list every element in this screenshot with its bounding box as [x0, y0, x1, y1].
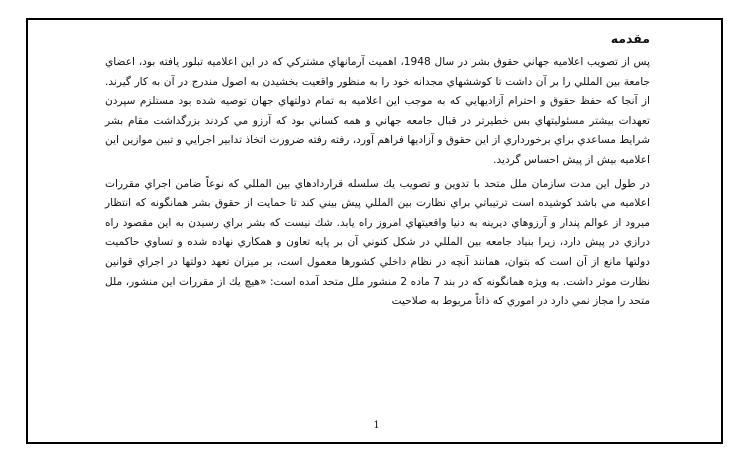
paragraph-2: در طول اين مدت سازمان ملل متحد با تدوين و تصويب يك سلسله قراردادهاي بين المللي كه نوعاً ضامن اجراي مقررات اعلاميه مي باشد كوشيده است ترتيباتي براي نظارت بين المللي پيش بيني كند تا حمايت از حقوق بشر همانگونه كه انتظار ميرود از عوالم پندار و آرزوهاي ديرينه به دنيا واقعيتهاي امروز راه يابد. شك نيست كه بشر براي رسيدن به اين مقصود راه درازي در پيش دارد، زيرا بنياد جامعه بين المللي در شكل كنوني آن بر پايه تعاون و همكاري نهاده شده و تساوي حاكميت دولتها مانع از آن است كه بتوان، همانند آنچه در نظام داخلي كشورها معمول است، بر ميزان تعهد دولتها در اجراي قوانين نظارت موثر داشت. به ويژه همانگونه كه در بند 7 ماده 2 منشور ملل متحد آمده است: «هيچ يك از مقررات اين منشور، ملل متحد را مجاز نمي دارد در اموري كه ذاتاً مربوط به صلاحيت — [105, 177, 650, 308]
document-body — [105, 30, 650, 314]
section-heading: مقدمه — [610, 31, 650, 46]
page-number: 1 — [373, 420, 380, 431]
paragraph-1: پس از تصويب اعلاميه جهاني حقوق بشر در سال 1948، اهميت آرمانهاي مشتركي كه در اين اعلاميه تبلور يافته بود، اعضاي جامعة بين المللي را بر آن داشت تا كوششهاي مجدانه خود را به منظور واقعيت بخشيدن به اصول مندرج در آن به كار گيرند. از آنجا كه حفظ حقوق و احترام آزاديهايي كه به موجب اين اعلاميه به تمام دولتهاي جهان توصيه شده بود مستلزم سپردن تعهدات بيشتر مسئوليتهاي بس خطيرتر در قبال جامعه جهاني و همه كساني بود كه آرزو مي كردند بزرگداشت مقام بشر شرايط مساعدي براي برخورداري از اين حقوق و آزاديها فراهم آورد، رفته رفته ضرورت اتخاذ تدابير اجرايي و تبين موازين اين اعلاميه بيش از پيش احساس گرديد. — [105, 56, 650, 166]
